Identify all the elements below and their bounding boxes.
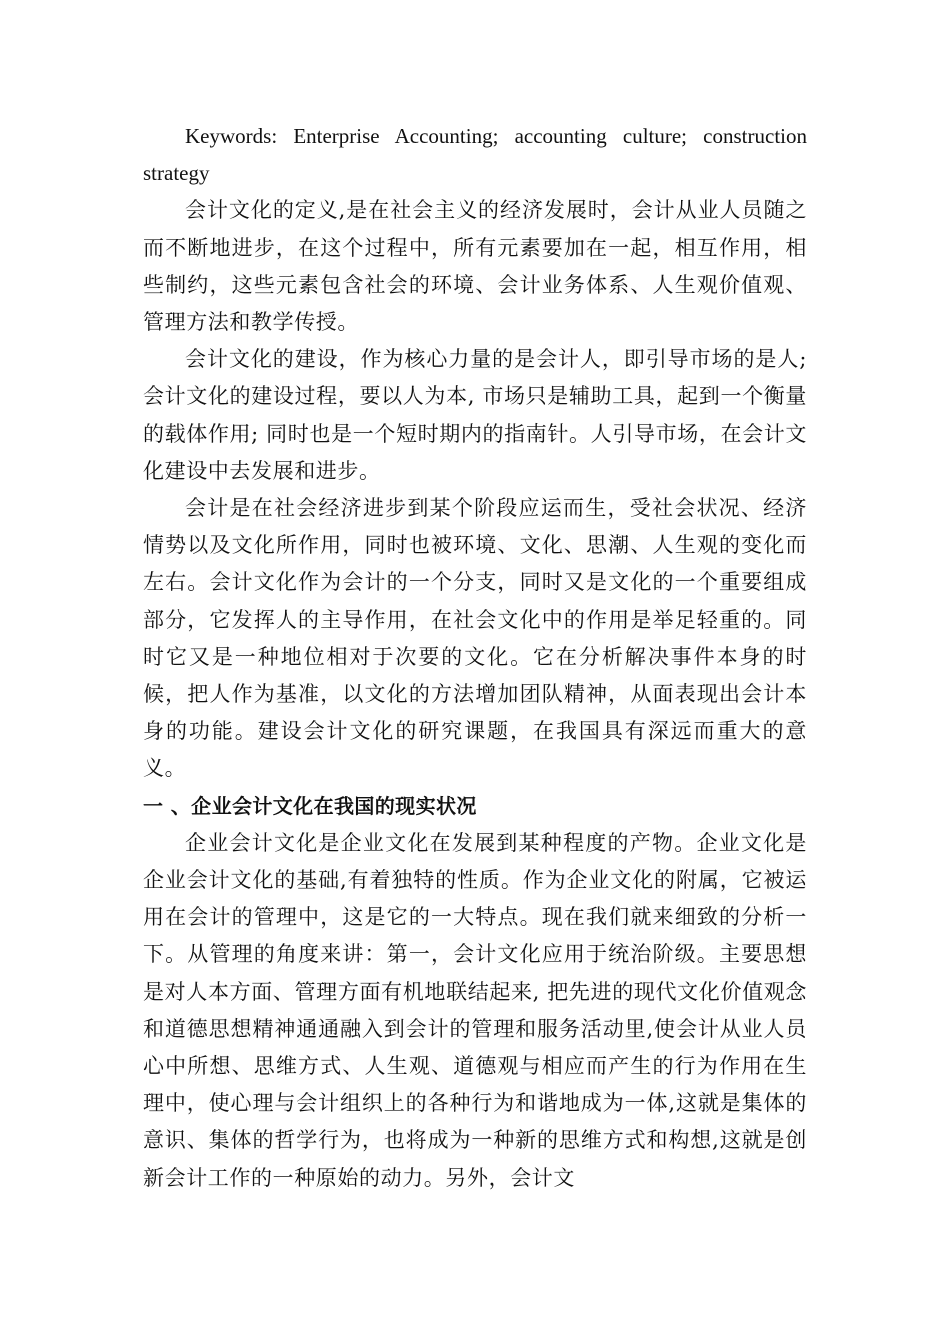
paragraph-significance: 会计是在社会经济进步到某个阶段应运而生，受社会状况、经济情势以及文化所作用，同时也被环境、文化、思潮、人生观的变化而左右。会计文化作为会计的一个分支，同时又是文化的一个重要组成部分，它发挥人的主导作用，在社会文化中的作用是举足轻重的。同时它又是一种地位相对于次要的文化。它在分析解决事件本身的时候，把人作为基准，以文化的方法增加团队精神，从面表现出会计本身的功能。建设会计文化的研究课题，在我国具有深远而重大的意义。 bbox=[143, 496, 807, 781]
keywords-line: Keywords: Enterprise Accounting; accounting culture; construction strategy bbox=[143, 124, 807, 186]
paragraph-construction: 会计文化的建设，作为核心力量的是会计人，即引导市场的是人;会计文化的建设过程，要以人为本, 市场只是辅助工具，起到一个衡量的载体作用; 同时也是一个短时期内的指南针。人引导市场，在会计文化建设中去发展和进步。 bbox=[143, 347, 807, 483]
document-body bbox=[143, 118, 807, 1197]
section-heading: 一 、企业会计文化在我国的现实状况 bbox=[143, 793, 477, 818]
paragraph-definition: 会计文化的定义,是在社会主义的经济发展时，会计从业人员随之而不断地进步，在这个过程中，所有元素要加在一起，相互作用，相些制约，这些元素包含社会的环境、会计业务体系、人生观价值观、管理方法和教学传授。 bbox=[143, 198, 807, 335]
paragraph-current-status: 企业会计文化是企业文化在发展到某种程度的产物。企业文化是企业会计文化的基础,有着独特的性质。作为企业文化的附属，它被运用在会计的管理中，这是它的一大特点。现在我们就来细致的分析一下。从管理的角度来讲：第一，会计文化应用于统治阶级。主要思想是对人本方面、管理方面有机地联结起来, 把先进的现代文化价值观念和道德思想精神通通融入到会计的管理和服务活动里,使会计从业人员心中所想、思维方式、人生观、道德观与相应而产生的行为作用在生理中，使心理与会计组织上的各种行为和谐地成为一体,这就是集体的意识、集体的哲学行为，也将成为一种新的思维方式和构想,这就是创新会计工作的一种原始的动力。另外，会计文 bbox=[143, 830, 807, 1190]
